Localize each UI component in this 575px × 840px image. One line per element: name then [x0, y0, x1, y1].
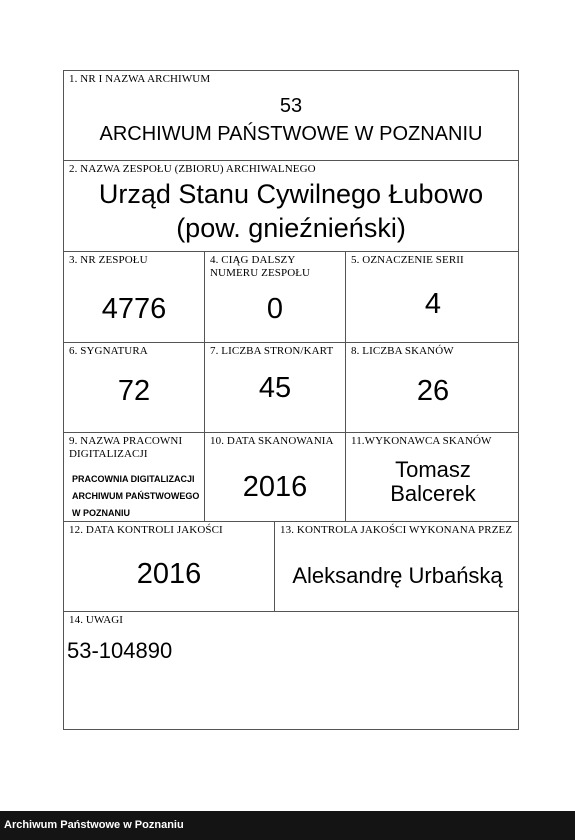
scanner-label: 11.WYKONAWCA SKANÓW: [351, 435, 492, 447]
qc-by-value: Aleksandrę Urbańską: [292, 563, 503, 588]
pages-value: 45: [258, 372, 292, 404]
qc-date-label: 12. DATA KONTROLI JAKOŚCI: [69, 524, 223, 536]
qc-date-cell: [64, 522, 275, 611]
fonds-row: [64, 161, 518, 252]
lab-name-line1: PRACOWNIA DIGITALIZACJI: [72, 474, 195, 484]
fonds-name-line1: Urząd Stanu Cywilnego Łubowo: [98, 179, 484, 209]
series-cell: [346, 252, 520, 342]
archive-label: 1. NR I NAZWA ARCHIWUM: [69, 73, 211, 85]
archive-number: 53: [279, 95, 303, 117]
scanner-line1: Tomasz: [395, 457, 471, 482]
archive-metadata-card: [63, 70, 519, 730]
qc-date-value: 2016: [136, 558, 202, 590]
fonds-label: 2. NAZWA ZESPOŁU (ZBIORU) ARCHIWALNEGO: [69, 163, 316, 175]
notes-label: 14. UWAGI: [69, 614, 124, 626]
continuation-value: 0: [266, 293, 284, 325]
continuation-label: 4. CIĄG DALSZY NUMERU ZESPOŁU: [210, 254, 311, 279]
qc-by-label: 13. KONTROLA JAKOŚCI WYKONANA PRZEZ: [280, 524, 513, 536]
series-label: 5. OZNACZENIE SERII: [351, 254, 464, 266]
scanner-line2: Balcerek: [390, 481, 476, 506]
fonds-number-cell: [64, 252, 205, 342]
footer-text: Archiwum Państwowe w Poznaniu: [4, 819, 184, 831]
scans-label: 8. LICZBA SKANÓW: [351, 345, 454, 357]
digitization-row: [64, 433, 518, 522]
lab-name-line2: ARCHIWUM PAŃSTWOWEGO: [72, 491, 200, 501]
signature-label: 6. SYGNATURA: [69, 345, 148, 357]
scan-date-label: 10. DATA SKANOWANIA: [210, 435, 334, 447]
lab-name-line3: W POZNANIU: [72, 508, 130, 518]
quality-row: [64, 522, 518, 612]
counts-row: [64, 343, 518, 433]
signature-cell: [64, 343, 205, 432]
footer-bar: [0, 811, 575, 840]
qc-by-cell: [275, 522, 520, 611]
lab-name: [72, 471, 207, 522]
lab-label: 9. NAZWA PRACOWNI DIGITALIZACJI: [69, 435, 183, 460]
numbers-row: [64, 252, 518, 343]
scanner-cell: [346, 433, 520, 521]
series-value: 4: [424, 288, 442, 320]
fonds-number-value: 4776: [101, 293, 167, 325]
fonds-name-line2: (pow. gnieźnieński): [176, 213, 406, 243]
notes-value: 53-104890: [67, 638, 173, 663]
scan-date-cell: [205, 433, 346, 521]
pages-cell: [205, 343, 346, 432]
lab-cell: [64, 433, 205, 521]
scans-cell: [346, 343, 520, 432]
notes-row: [64, 612, 518, 730]
scans-value: 26: [416, 375, 450, 407]
fonds-number-label: 3. NR ZESPOŁU: [69, 254, 148, 266]
archive-name: ARCHIWUM PAŃSTWOWE W POZNANIU: [99, 123, 483, 145]
continuation-cell: [205, 252, 346, 342]
archive-row: [64, 71, 518, 161]
signature-value: 72: [117, 375, 151, 407]
scan-date-value: 2016: [242, 471, 308, 503]
pages-label: 7. LICZBA STRON/KART: [210, 345, 334, 357]
